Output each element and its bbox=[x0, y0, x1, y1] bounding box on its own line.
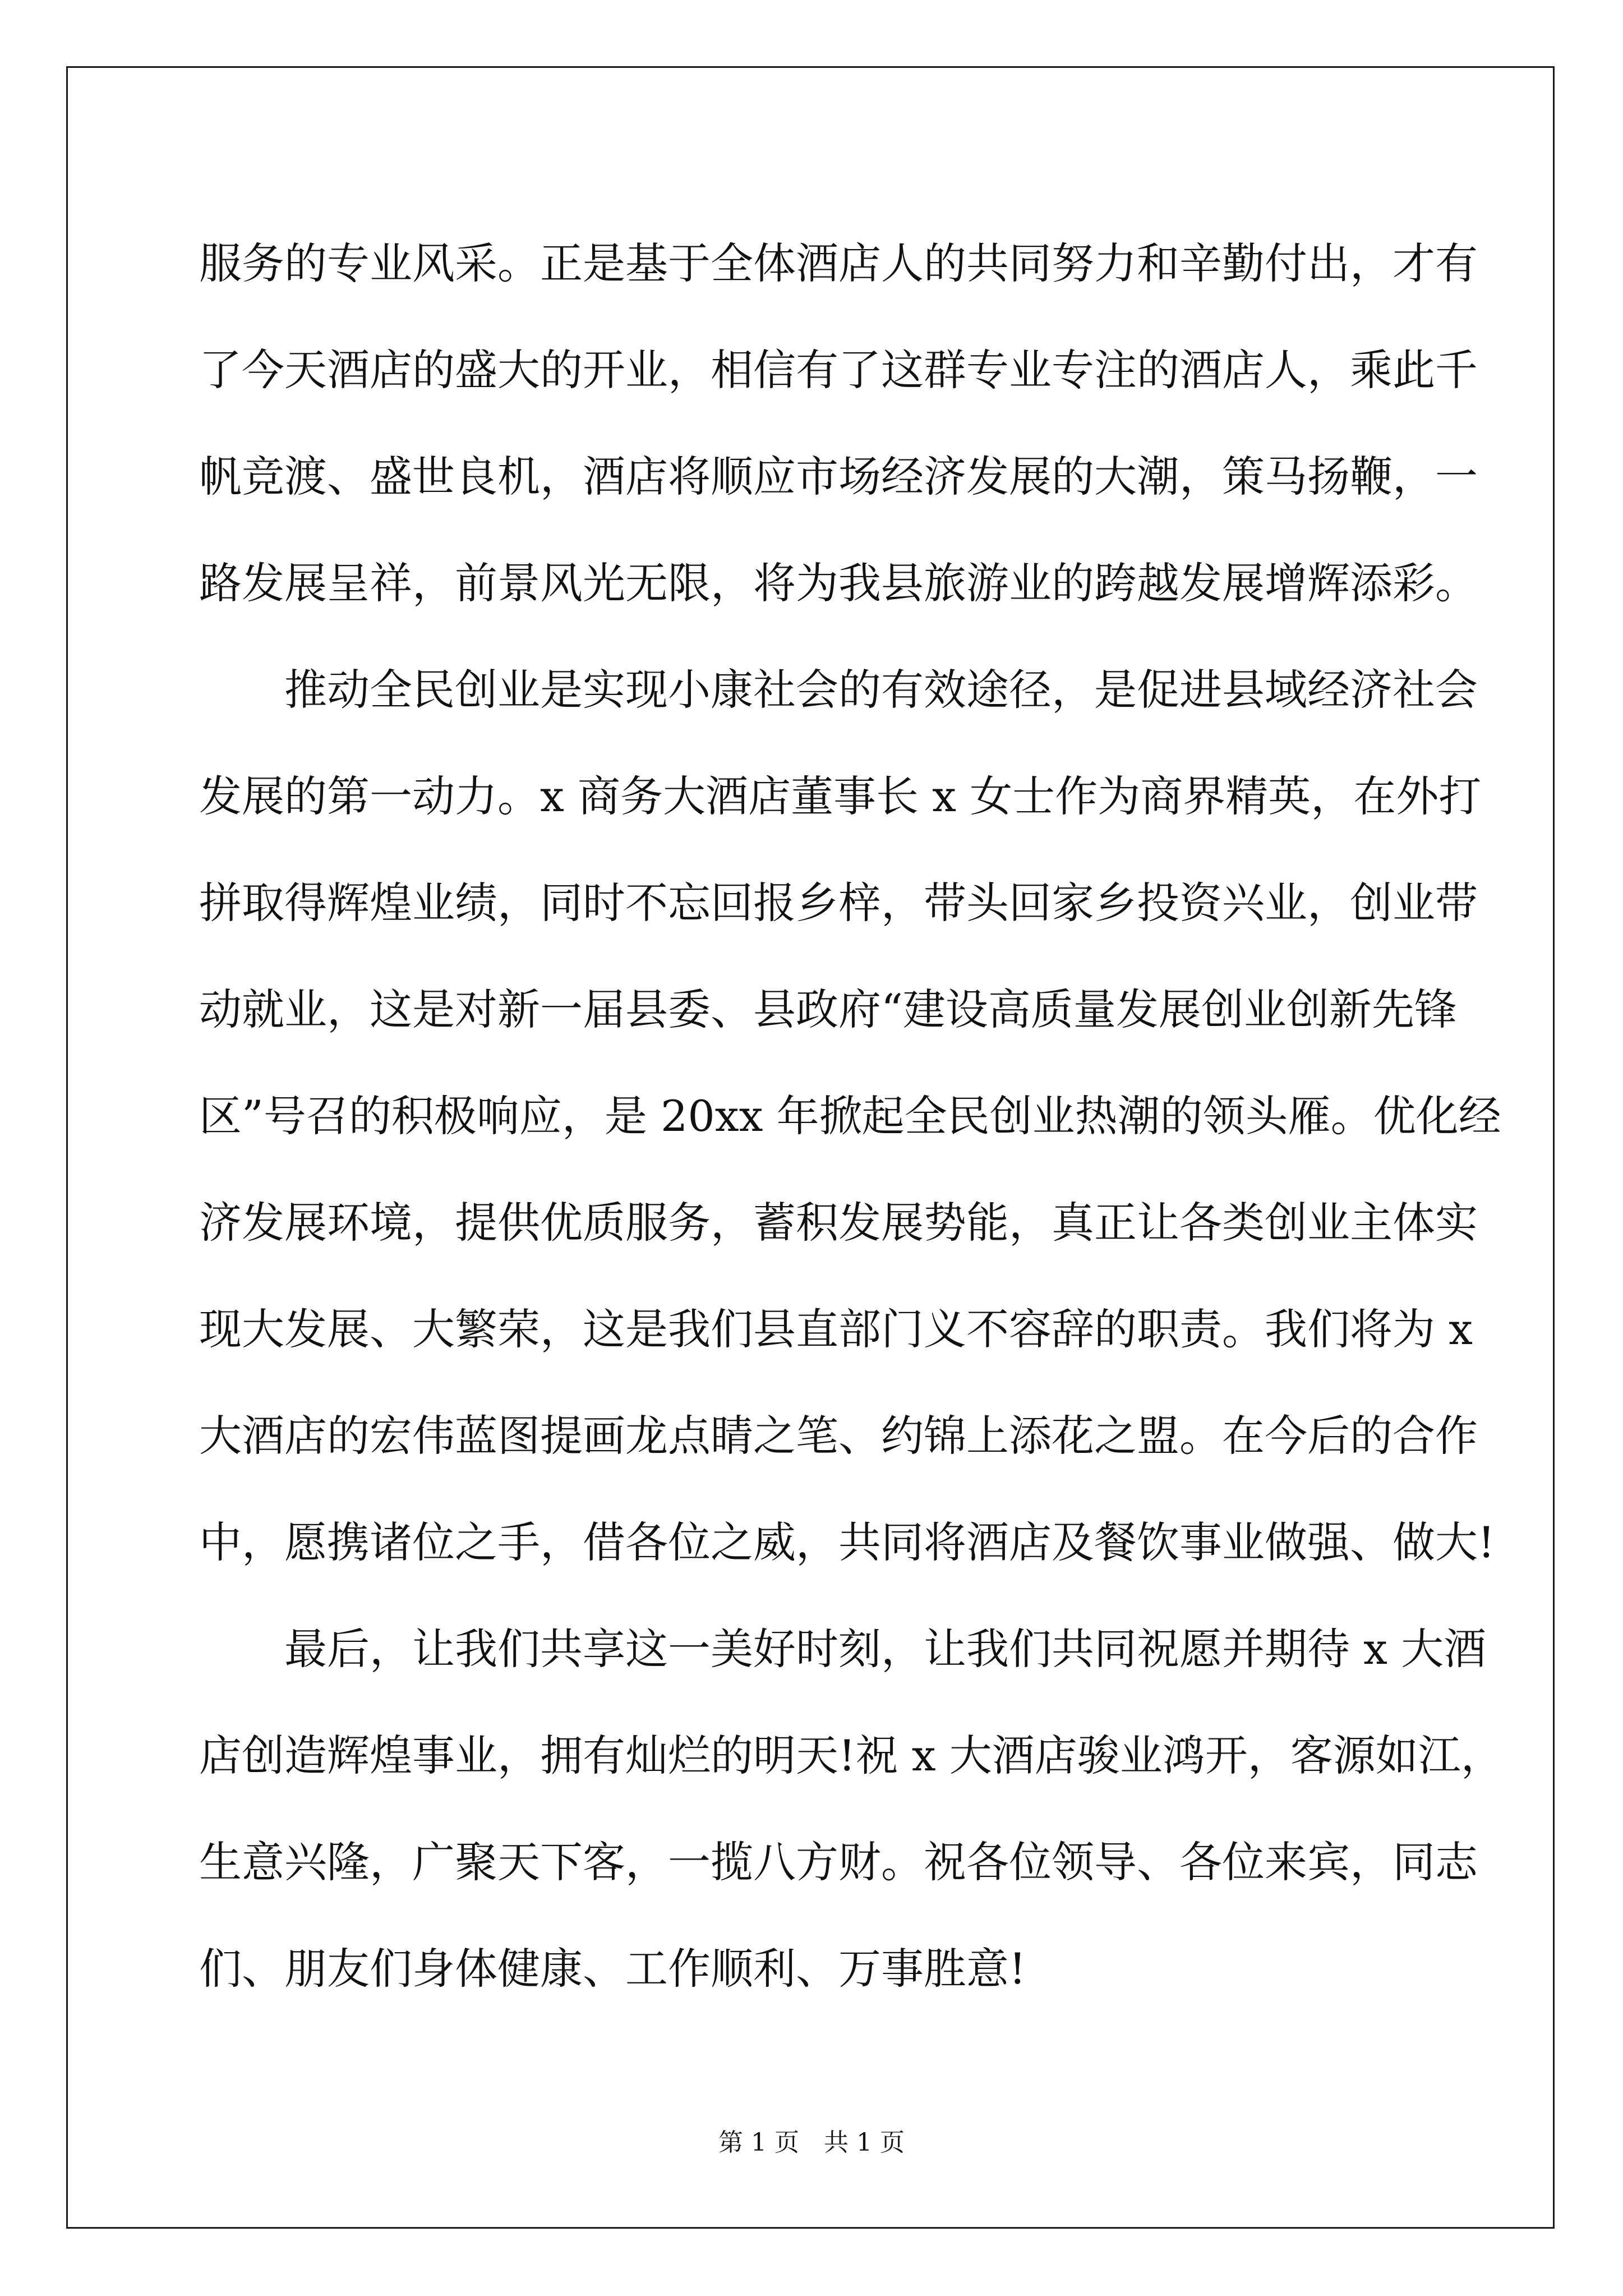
document-body bbox=[199, 210, 1504, 2022]
text-line: 店创造辉煌事业，拥有灿烂的明天!祝 x 大酒店骏业鸿开，客源如江， bbox=[199, 1731, 1504, 1780]
text-line: 拼取得辉煌业绩，同时不忘回报乡梓，带头回家乡投资兴业，创业带 bbox=[199, 878, 1478, 928]
text-line: 们、朋友们身体健康、工作顺利、万事胜意! bbox=[199, 1944, 1026, 1994]
text-line: 生意兴隆，广聚天下客，一揽八方财。祝各位领导、各位来宾，同志 bbox=[199, 1837, 1478, 1887]
text-line: 动就业，这是对新一届县委、县政府“建设高质量发展创业创新先锋 bbox=[199, 984, 1457, 1034]
text-line: 了今天酒店的盛大的开业，相信有了这群专业专注的酒店人，乘此千 bbox=[199, 345, 1478, 395]
text-line: 帆竞渡、盛世良机，酒店将顺应市场经济发展的大潮，策马扬鞭，一 bbox=[199, 452, 1478, 501]
text-line: 区”号召的积极响应，是 20xx 年掀起全民创业热潮的领头雁。优化经 bbox=[199, 1091, 1501, 1141]
paragraph-3 bbox=[199, 1596, 1504, 2022]
text-line: 济发展环境，提供优质服务，蓄积发展势能，真正让各类创业主体实 bbox=[199, 1198, 1478, 1248]
text-line: 最后，让我们共享这一美好时刻，让我们共同祝愿并期待 x 大酒 bbox=[284, 1624, 1487, 1674]
text-line: 路发展呈祥，前景风光无限，将为我县旅游业的跨越发展增辉添彩。 bbox=[199, 558, 1478, 608]
text-line: 现大发展、大繁荣，这是我们县直部门义不容辞的职责。我们将为 x bbox=[199, 1304, 1473, 1354]
text-line: 发展的第一动力。x 商务大酒店董事长 x 女士作为商界精英，在外打 bbox=[199, 771, 1482, 821]
page-number-footer: 第 1 页 共 1 页 bbox=[718, 2128, 905, 2157]
text-line: 大酒店的宏伟蓝图提画龙点睛之笔、约锦上添花之盟。在今后的合作 bbox=[199, 1411, 1478, 1461]
paragraph-1 bbox=[199, 210, 1478, 637]
text-line: 中，愿携诸位之手，借各位之威，共同将酒店及餐饮事业做强、做大! bbox=[199, 1517, 1495, 1567]
text-line: 推动全民创业是实现小康社会的有效途径，是促进县域经济社会 bbox=[284, 665, 1478, 715]
text-line: 服务的专业风采。正是基于全体酒店人的共同努力和辛勤付出，才有 bbox=[199, 238, 1478, 288]
paragraph-2 bbox=[199, 637, 1501, 1596]
